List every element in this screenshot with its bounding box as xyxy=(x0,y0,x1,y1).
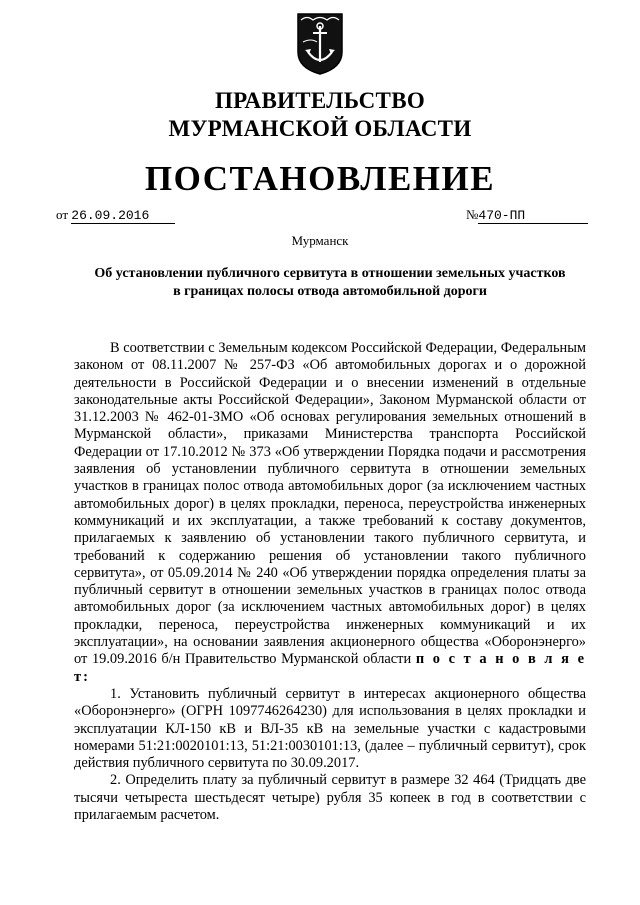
document-body xyxy=(74,340,586,824)
document-subject xyxy=(60,265,600,301)
number-value: 470-ПП xyxy=(478,208,588,224)
preamble-text: В соответствии с Земельным кодексом Российской Федерации, Федеральным законом от 08.11.2007 № 257-ФЗ «Об автомобильных дорогах и о дорожной деятельности в Российской Федерации и о внесении изменений в отдельные законодательные акты Российской Федерации», Законом Мурманской области от 31.12.2003 № 462-01-ЗМО «Об основах регулирования земельных отношений в Мурманской области», приказами Министерства транспорта Российской Федерации от 17.10.2012 № 373 «Об утверждении Порядка подачи и рассмотрения заявления об установлении публичного сервитута в отношении земельных участков в границах полос отвода автомобильных дорог (за исключением частных автомобильных дорог) в целях прокладки, переноса, переустройства инженерных коммуникаций и их эксплуатации, а также требований к составу документов, прилагаемых к заявлению об установлении такого публичного сервитута, и требований к содержанию решения об установлении такого публичного сервитута», от 05.09.2014 № 240 «Об утверждении порядка определения платы за публичный сервитут в отношении земельных участков в границах полос отвода автомобильных дорог (за исключением частных автомобильных дорог) в целях прокладки, переноса, переустройства инженерных коммуникаций и их эксплуатации», на основании заявления акционерного общества «Оборонэнерго» от 19.09.2016 б/н Правительство Мурманской области xyxy=(74,340,586,668)
date-prefix: от xyxy=(56,207,69,222)
org-name-line2: МУРМАНСКОЙ ОБЛАСТИ xyxy=(168,116,472,141)
city: Мурманск xyxy=(291,233,349,248)
document-type: ПОСТАНОВЛЕНИЕ xyxy=(144,159,496,198)
preamble-paragraph xyxy=(74,340,586,686)
document-date xyxy=(56,207,175,224)
date-value: 26.09.2016 xyxy=(71,208,175,224)
item-2: 2. Определить плату за публичный сервитут в размере 32 464 (Тридцать две тысячи четыреста шестьдесят четыре) рубля 35 копеек в год в соответствии с прилагаемым расчетом. xyxy=(74,772,586,824)
coat-of-arms-icon xyxy=(295,12,345,76)
resolves-word: п о с т а н о в л я е т: xyxy=(74,651,586,685)
subject-line1: Об установлении публичного сервитута в отношении земельных участков xyxy=(94,266,566,281)
item-1: 1. Установить публичный сервитут в интересах акционерного общества «Оборонэнерго» (ОГРН 1097746264230) для использования в целях прокладки и эксплуатации КЛ-150 кВ и ВЛ-35 кВ на земельные участки с кадастровыми номерами 51:21:0020101:13, 51:21:0030101:13, (далее – публичный сервитут), срок действия публичного сервитута по 30.09.2017. xyxy=(74,685,586,772)
number-prefix: № xyxy=(466,207,479,222)
org-name-line1: ПРАВИТЕЛЬСТВО xyxy=(214,88,426,113)
document-number xyxy=(466,207,588,224)
subject-line2: в границах полосы отвода автомобильной дороги xyxy=(173,284,487,299)
